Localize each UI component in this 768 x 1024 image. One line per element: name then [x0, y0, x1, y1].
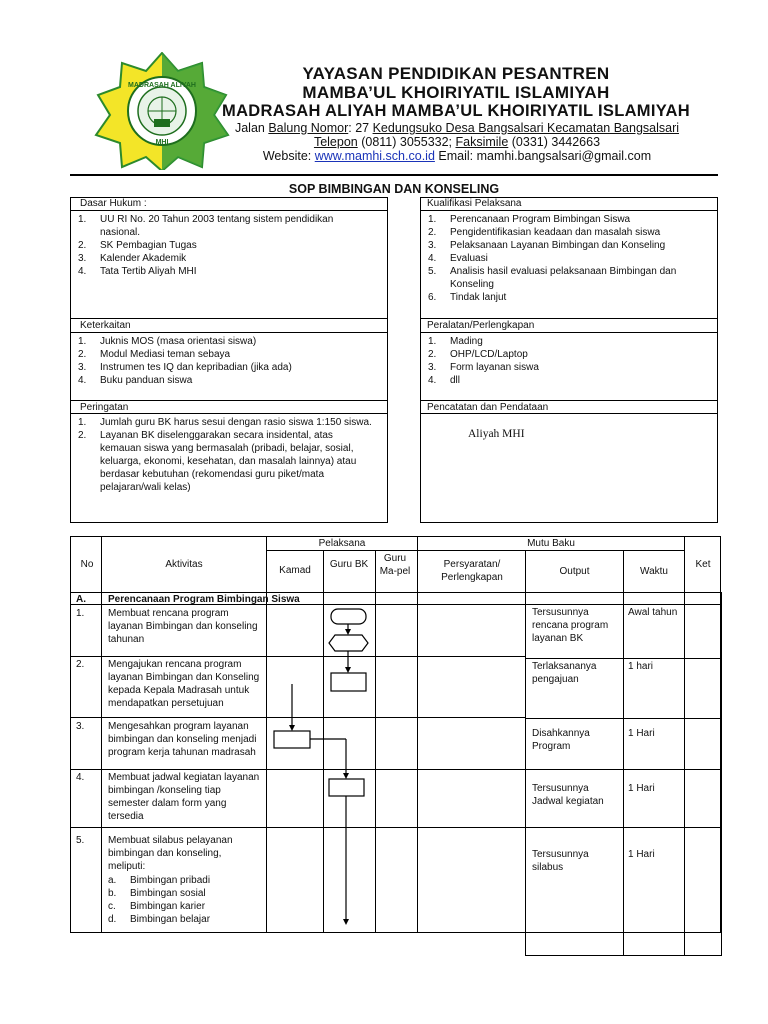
- row-4-activity: Membuat jadwal kegiatan layanan bimbingan /konseling tiap semester dalam form yang tersedia: [108, 772, 260, 822]
- row-2-output: Terlaksananya pengajuan: [532, 661, 597, 685]
- pencatatan-value: Aliyah MHI: [468, 428, 525, 440]
- row-5-sublist: [106, 874, 261, 926]
- pencatatan-title: Pencatatan dan Pendataan: [427, 402, 549, 413]
- header-website: Website: www.mamhi.sch.co.id Email: mamhi.bangsalsari@gmail.com: [262, 149, 652, 163]
- keterkaitan-title: Keterkaitan: [80, 320, 131, 331]
- header-address: Jalan Balung Nomor: 27 Kedungsuko Desa Bangsalsari Kecamatan Bangsalsari: [234, 121, 680, 135]
- col-header-mutu-baku: Mutu Baku: [527, 538, 575, 549]
- row-3-output: Disahkannya Program: [532, 728, 590, 752]
- keterkaitan-list: [76, 335, 376, 387]
- list-item: 4. Buku panduan siswa: [78, 375, 193, 386]
- flow-preparation-shape: [329, 635, 368, 651]
- list-item: 6. Tindak lanjut: [428, 292, 507, 303]
- logo-text: MADRASAH ALIYAH: [128, 82, 196, 89]
- row-1-output: Tersusunnya rencana program layanan BK: [532, 607, 609, 644]
- peralatan-title: Peralatan/Perlengkapan: [427, 320, 535, 331]
- list-item: 1. UU RI No. 20 Tahun 2003 tentang sistem pendidikan nasional.: [78, 214, 334, 238]
- row-2-activity: Mengajukan rencana program layanan Bimbingan dan Konseling kepada Kepala Madrasah untuk mendapatkan persetujuan: [108, 659, 260, 709]
- row-4-waktu: 1 Hari: [628, 783, 655, 794]
- flow-process-box-2: [331, 673, 366, 691]
- peringatan-list: [76, 416, 376, 494]
- col-header-waktu: Waktu: [640, 566, 668, 577]
- list-item: 3. Kalender Akademik: [78, 253, 187, 264]
- list-item: 1. Jumlah guru BK harus sesui dengan rasio siswa 1:150 siswa.: [78, 417, 372, 428]
- row-5-waktu: 1 Hari: [628, 849, 655, 860]
- dasar-hukum-list: [76, 213, 376, 278]
- section-a-title: Perencanaan Program Bimbingan Siswa: [108, 594, 300, 605]
- list-item: 2. SK Pembagian Tugas: [78, 240, 197, 251]
- col-header-ket: Ket: [695, 559, 711, 570]
- row-1-activity: Membuat rencana program layanan Bimbingan dan konseling tahunan: [108, 608, 258, 645]
- col-header-guru-mapel: Guru Ma-pel: [379, 553, 411, 577]
- list-item: d. Bimbingan belajar: [108, 914, 211, 925]
- list-item: 1. Juknis MOS (masa orientasi siswa): [78, 336, 257, 347]
- header-foundation-subname: MAMBA’UL KHOIRIYATIL ISLAMIYAH: [302, 83, 610, 102]
- list-item: 5. Analisis hasil evaluasi pelaksanaan Bimbingan dan Konseling: [428, 266, 677, 290]
- row-5-activity: Membuat silabus pelayanan bimbingan dan konseling, meliputi:: [108, 835, 233, 872]
- col-header-persyaratan: Persyaratan/ Perlengkapan: [441, 559, 503, 583]
- row-1-no: 1.: [76, 608, 85, 619]
- row-3-no: 3.: [76, 721, 85, 732]
- col-header-aktivitas: Aktivitas: [165, 559, 203, 570]
- list-item: 3. Form layanan siswa: [428, 362, 539, 373]
- row-4-output: Tersusunnya Jadwal kegiatan: [532, 783, 604, 807]
- list-item: 1. Perencanaan Program Bimbingan Siswa: [428, 214, 631, 225]
- col-header-no: No: [80, 559, 94, 570]
- header-foundation-name: YAYASAN PENDIDIKAN PESANTREN: [302, 64, 610, 83]
- list-item: 3. Instrumen tes IQ dan kepribadian (jika ada): [78, 362, 292, 373]
- row-5-output: Tersusunnya silabus: [532, 849, 589, 873]
- row-3-waktu: 1 Hari: [628, 728, 655, 739]
- kualifikasi-list: [426, 213, 712, 304]
- doc-title: SOP BIMBINGAN DAN KONSELING: [288, 182, 500, 196]
- dasar-hukum-title: Dasar Hukum :: [80, 198, 147, 209]
- row-4-no: 4.: [76, 772, 85, 783]
- list-item: 4. Evaluasi: [428, 253, 488, 264]
- list-item: 2. OHP/LCD/Laptop: [428, 349, 528, 360]
- flow-start-terminator: [331, 609, 366, 624]
- list-item: 2. Modul Mediasi teman sebaya: [78, 349, 231, 360]
- list-item: a. Bimbingan pribadi: [108, 875, 211, 886]
- website-link[interactable]: www.mamhi.sch.co.id: [314, 149, 435, 163]
- list-item: 3. Pelaksanaan Layanan Bimbingan dan Konseling: [428, 240, 666, 251]
- row-2-waktu: 1 hari: [628, 661, 654, 672]
- peringatan-title: Peringatan: [80, 402, 129, 413]
- col-header-pelaksana: Pelaksana: [318, 538, 366, 549]
- list-item: 2. Pengidentifikasian keadaan dan masalah siswa: [428, 227, 661, 238]
- list-item: 1. Mading: [428, 336, 483, 347]
- section-a-no: A.: [76, 594, 86, 605]
- info-grid: [70, 197, 718, 523]
- row-1-waktu: Awal tahun: [628, 607, 678, 618]
- col-header-guru-bk: Guru BK: [329, 559, 369, 570]
- row-3-activity: Mengesahkan program layanan bimbingan dan konseling menjadi program kerja tahunan madrasah: [108, 721, 257, 758]
- col-header-kamad: Kamad: [279, 565, 311, 576]
- header-school-name: MADRASAH ALIYAH MAMBA’UL KHOIRIYATIL ISLAMIYAH: [222, 102, 690, 120]
- flow-process-box-3: [274, 731, 310, 748]
- header-divider: [70, 174, 718, 176]
- flow-process-box-4: [329, 779, 364, 796]
- list-item: 2. Layanan BK diselenggarakan secara insidental, atas kemauan siswa yang bermasalah (pribadi, belajar, sosial, keluarga, ekonomi, kesehatan, dan masalah lainnya) atau berdasar kebutuhan (rekomendasi guru piket/mata pelajaran/wali kelas): [78, 430, 357, 493]
- list-item: 4. dll: [428, 375, 461, 386]
- procedure-table: [70, 536, 722, 956]
- row-2-no: 2.: [76, 659, 85, 670]
- header-phone: Telepon (0811) 3055332; Faksimile (0331) 3442663: [313, 135, 601, 149]
- kualifikasi-title: Kualifikasi Pelaksana: [427, 198, 522, 209]
- peralatan-list: [426, 335, 712, 387]
- list-item: b. Bimbingan sosial: [108, 888, 206, 899]
- logo-sub: MHI: [155, 139, 169, 146]
- list-item: 4. Tata Tertib Aliyah MHI: [78, 266, 197, 277]
- row-5-no: 5.: [76, 835, 85, 846]
- col-header-output: Output: [559, 566, 590, 577]
- list-item: c. Bimbingan karier: [108, 901, 206, 912]
